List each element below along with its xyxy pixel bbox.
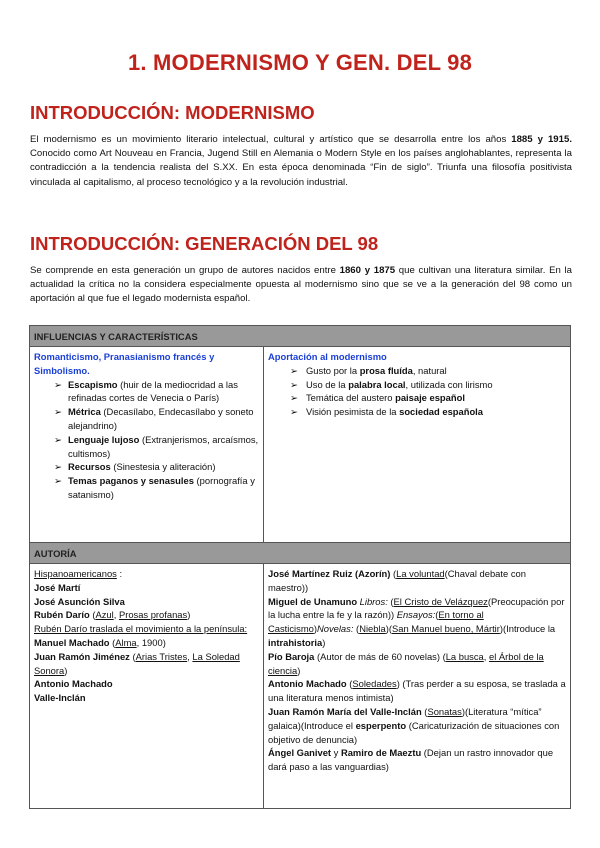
text-span: El modernismo es un movimiento literario intelectual, cultural y artístico que se desarrolla entre los años xyxy=(30,134,512,145)
author-marti xyxy=(34,581,259,595)
author-valle-inclan: Juan Ramón María del Valle-Inclán (Sonatas)(Literatura “mítica” galaica)(Introduce el esperpento (Caricaturización de situaciones con objetivo de denuncia) xyxy=(268,705,560,745)
work-title: El Cristo de Velázquez xyxy=(393,595,488,607)
author-name: José Martí xyxy=(34,581,81,593)
author-name: Rubén Darío xyxy=(34,609,90,621)
text-span: (Literatura “mítica” galaica)(Introduce el xyxy=(268,705,542,731)
summary-table xyxy=(29,325,571,809)
author-name: Pío Baroja xyxy=(268,650,315,662)
author-manuel xyxy=(34,636,259,650)
text-span: (Caricaturización de situaciones con objetivo de denuncia) xyxy=(268,719,560,745)
work-title: La busca xyxy=(445,650,484,662)
work-title: Soledades xyxy=(352,678,397,690)
item-text: Gusto por la xyxy=(306,364,360,376)
work-title: Niebla xyxy=(359,623,386,635)
years-bold: 1860 y 1875 xyxy=(339,265,396,276)
text-span: y xyxy=(331,747,341,759)
work-title: Prosas profanas xyxy=(118,609,188,621)
generacion-heading: INTRODUCCIÓN: GENERACIÓN DEL 98 xyxy=(30,233,379,254)
item-text: Uso de la xyxy=(306,378,349,390)
list-item xyxy=(268,378,566,392)
work-title: En torno al Casticismo xyxy=(268,609,484,635)
list-item xyxy=(34,474,259,502)
modernismo-paragraph xyxy=(30,133,572,190)
years-bold: 1885 y 1915. xyxy=(511,134,572,145)
arrow-icon: ➢ xyxy=(290,364,298,376)
influencias-row xyxy=(30,347,570,543)
item-bold: sociedad española xyxy=(399,406,483,418)
author-name: Miguel de Unamuno xyxy=(268,595,358,607)
list-item xyxy=(34,460,259,474)
list-item xyxy=(268,391,566,405)
author-azorin: José Martínez Ruiz (Azorín) (La voluntad(Chaval debate con maestro)) xyxy=(268,568,526,593)
item-text: (pornografía y satanismo) xyxy=(68,475,255,500)
work-title: La Soledad Sonora xyxy=(34,650,240,676)
page-title: 1. MODERNISMO Y GEN. DEL 98 xyxy=(127,50,473,75)
hisp-label: Hispanoamericanos xyxy=(34,568,117,579)
text-span: Libros: xyxy=(357,595,388,607)
list-item xyxy=(34,378,259,406)
text-span: , xyxy=(187,650,193,662)
text-span: ) xyxy=(187,609,191,621)
author-baroja: Pío Baroja (Autor de más de 60 novelas) (La busca, el Árbol de la ciencia) xyxy=(268,650,544,676)
list-item xyxy=(268,364,566,378)
item-bold: Temas paganos y senasules xyxy=(68,475,194,487)
author-name: Antonio Machado xyxy=(268,678,347,690)
author-name: José Martínez Ruiz (Azorín) xyxy=(268,568,391,579)
list-item xyxy=(34,433,259,461)
author-silva xyxy=(34,595,259,609)
work-title: el Árbol de la ciencia xyxy=(268,650,544,676)
item-bold: paisaje español xyxy=(395,392,465,404)
arrow-icon: ➢ xyxy=(54,475,62,487)
text-span: , 1900) xyxy=(136,636,166,648)
autoria-header: AUTORÍA xyxy=(30,543,570,564)
author-name: José Asunción Silva xyxy=(34,595,125,607)
influencias-left-cell xyxy=(30,347,264,542)
author-dario xyxy=(34,608,259,622)
arrow-icon: ➢ xyxy=(54,406,62,418)
author-unamuno: Miguel de Unamuno Libros: (El Cristo de Velázquez(Preocupación por la lucha entre la fe y la razón)) Ensayos:(En torno al Casticismo)Novelas: (Niebla)(San Manuel bueno, Mártir)(Introduce la intrahistoria) xyxy=(268,595,565,648)
text-span: ( xyxy=(109,636,116,648)
list-item xyxy=(34,405,259,433)
item-text: (Extranjerismos, arcaísmos, cultismos) xyxy=(68,433,259,459)
text-span: (Dejan un rastro innovador que dará paso a las vanguardias) xyxy=(268,747,554,773)
work-title: Alma xyxy=(115,636,137,648)
arrow-icon: ➢ xyxy=(54,433,62,445)
text-span: : xyxy=(116,568,123,579)
work-title: Arias Tristes xyxy=(135,650,188,662)
item-bold: Recursos xyxy=(68,461,111,473)
item-text: Visión pesimista de la xyxy=(306,406,400,418)
author-name: Ángel Ganivet xyxy=(268,747,332,759)
work-title: La voluntad xyxy=(396,568,445,579)
text-span: (Preocupación por la lucha entre la fe y la razón)) xyxy=(268,595,565,621)
item-bold: Lenguaje lujoso xyxy=(68,433,140,445)
text-span: (Autor de más de 60 novelas) ( xyxy=(314,650,446,662)
author-valle xyxy=(34,691,259,705)
author-name: Antonio Machado xyxy=(34,678,113,690)
arrow-icon: ➢ xyxy=(290,378,298,390)
author-jrj xyxy=(34,650,259,678)
traslada-text: Rubén Darío traslada el movimiento a la península: xyxy=(34,623,248,635)
arrow-icon: ➢ xyxy=(54,461,62,473)
text-span: que cultivan una literatura similar. En la actualidad la crítica no la considera especialmente opuesta al modernismo sino que se ve a la generación del 98 como un aportación al que fue el legado modernista español. xyxy=(30,265,572,305)
author-name: Juan Ramón Jiménez xyxy=(34,650,130,662)
item-text: , utilizada con lirismo xyxy=(405,378,493,390)
arrow-icon: ➢ xyxy=(54,378,62,390)
traslada-line xyxy=(34,622,259,636)
item-text: (Decasílabo, Endecasílabo y soneto alejandrino) xyxy=(68,406,254,431)
item-text: , natural xyxy=(412,364,447,376)
author-name: Juan Ramón María del Valle-Inclán xyxy=(268,705,422,717)
text-span: Novelas: xyxy=(316,623,354,635)
text-span: ( xyxy=(89,609,96,621)
item-bold: prosa fluída xyxy=(359,364,413,376)
modernismo-heading: INTRODUCCIÓN: MODERNISMO xyxy=(30,102,315,123)
text-span: (Tras perder a su esposa, se traslada a una literatura menos intimista) xyxy=(268,678,566,704)
text-span: Se comprende en esta generación un grupo de autores nacidos entre xyxy=(30,265,340,276)
key-term: esperpento xyxy=(355,719,407,731)
author-name: Valle-Inclán xyxy=(34,692,86,704)
item-bold: Escapismo xyxy=(68,378,118,390)
text-span: ( xyxy=(129,650,136,662)
list-item xyxy=(268,405,566,419)
author-amachado: Antonio Machado (Soledades) (Tras perder a su esposa, se traslada a una literatura menos intimista) xyxy=(268,678,566,704)
work-title: Sonatas xyxy=(427,705,462,717)
item-bold: palabra local xyxy=(348,378,406,390)
hisp-line xyxy=(34,567,259,581)
arrow-icon: ➢ xyxy=(290,392,298,404)
work-title: Azul xyxy=(95,609,114,621)
author-name: Manuel Machado xyxy=(34,636,110,648)
left-title: Romanticismo, Pranasianismo francés y Simbolismo. xyxy=(34,351,215,376)
author-ganivet-maeztu xyxy=(268,746,566,774)
text-span: Ensayos: xyxy=(396,609,436,621)
work-title: San Manuel bueno, Mártir xyxy=(392,623,500,635)
text-span: (Chaval debate con maestro)) xyxy=(268,568,526,593)
generacion-paragraph xyxy=(30,264,572,307)
text-span: (Introduce la xyxy=(503,623,556,635)
autoria-left-cell xyxy=(30,564,264,808)
item-text: (Sinestesia y aliteración) xyxy=(110,461,216,473)
item-text: Temática del austero xyxy=(306,392,396,404)
author-antonio xyxy=(34,677,259,691)
right-title: Aportación al modernismo xyxy=(268,351,387,362)
influencias-right-cell xyxy=(264,347,570,542)
key-term: intrahistoria xyxy=(268,636,323,648)
autoria-row xyxy=(30,564,570,808)
right-list xyxy=(268,364,566,419)
item-text: (huir de la mediocridad a las refinadas cortes de Venecia o París) xyxy=(68,378,238,404)
author-name: Ramiro de Maeztu xyxy=(340,747,422,759)
influencias-header: INFLUENCIAS Y CARACTERÍSTICAS xyxy=(30,326,570,347)
autoria-right-cell xyxy=(264,564,570,808)
left-list xyxy=(34,378,259,502)
item-bold: Métrica xyxy=(68,406,101,418)
text-span: Conocido como Art Nouveau en Francia, Jugend Still en Alemania o Modern Style en los países anglohablantes, representa la contradicción a la tendencia realista del S.XX. En esta época denominada “Fin de siglo”. Triunfa una filosofía positivista vinculada al capitalismo, al proceso tecnológico y a la revolución industrial. xyxy=(30,148,572,188)
arrow-icon: ➢ xyxy=(290,406,298,418)
text-span: , xyxy=(113,609,119,621)
text-span: ) xyxy=(64,664,68,676)
